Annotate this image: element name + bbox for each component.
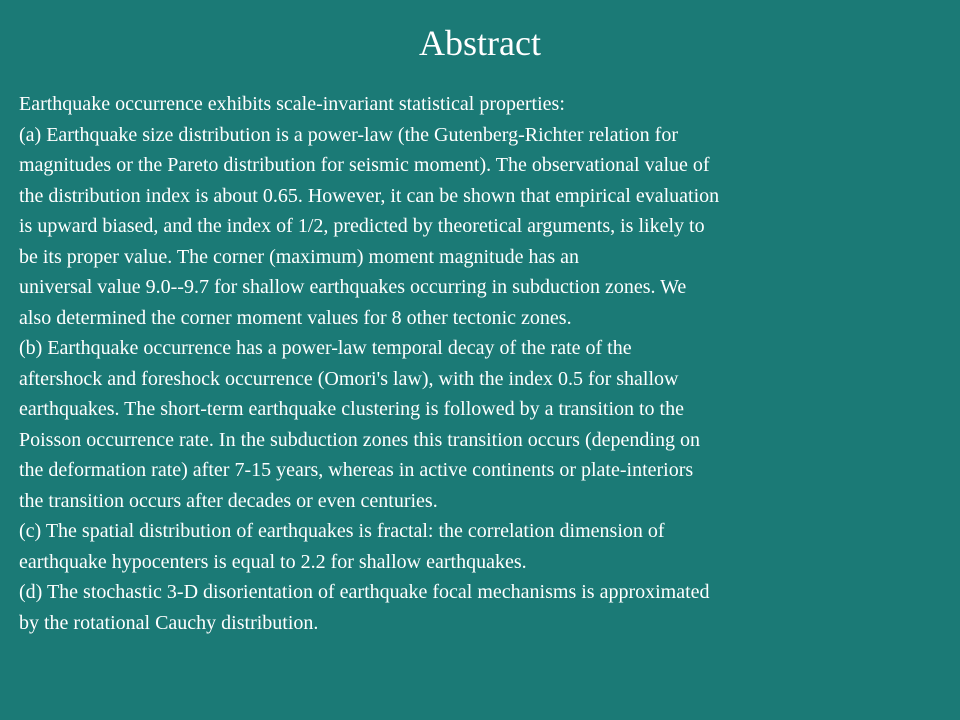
abstract-line: (a) Earthquake size distribution is a power-law (the Gutenberg-Richter relation for (19, 123, 678, 146)
abstract-line: is upward biased, and the index of 1/2, predicted by theoretical arguments, is likely to (19, 215, 705, 237)
abstract-line: (b) Earthquake occurrence has a power-law temporal decay of the rate of the (19, 337, 632, 359)
abstract-line: be its proper value. The corner (maximum) moment magnitude has an (19, 245, 580, 268)
abstract-line: also determined the corner moment values for 8 other tectonic zones. (19, 306, 572, 329)
abstract-line: the distribution index is about 0.65. However, it can be shown that empirical evaluation (19, 184, 720, 207)
abstract-line: the deformation rate) after 7-15 years, whereas in active continents or plate-interiors (19, 459, 694, 481)
slide-title: Abstract (419, 23, 541, 63)
abstract-line: the transition occurs after decades or even centuries. (19, 489, 438, 512)
abstract-line: magnitudes or the Pareto distribution for seismic moment). The observational value of (19, 154, 710, 176)
abstract-line: (d) The stochastic 3-D disorientation of earthquake focal mechanisms is approximated (19, 581, 710, 603)
abstract-line: earthquakes. The short-term earthquake clustering is followed by a transition to the (19, 398, 684, 420)
abstract-line: universal value 9.0--9.7 for shallow earthquakes occurring in subduction zones. We (19, 276, 687, 298)
abstract-line: earthquake hypocenters is equal to 2.2 for shallow earthquakes. (19, 550, 527, 573)
abstract-body (19, 89, 954, 638)
abstract-line: by the rotational Cauchy distribution. (19, 611, 319, 634)
abstract-line: Poisson occurrence rate. In the subduction zones this transition occurs (depending on (19, 428, 700, 451)
abstract-line: Earthquake occurrence exhibits scale-invariant statistical properties: (19, 93, 565, 115)
abstract-line: aftershock and foreshock occurrence (Omori's law), with the index 0.5 for shallow (19, 367, 679, 390)
abstract-line: (c) The spatial distribution of earthquakes is fractal: the correlation dimension of (19, 520, 665, 542)
